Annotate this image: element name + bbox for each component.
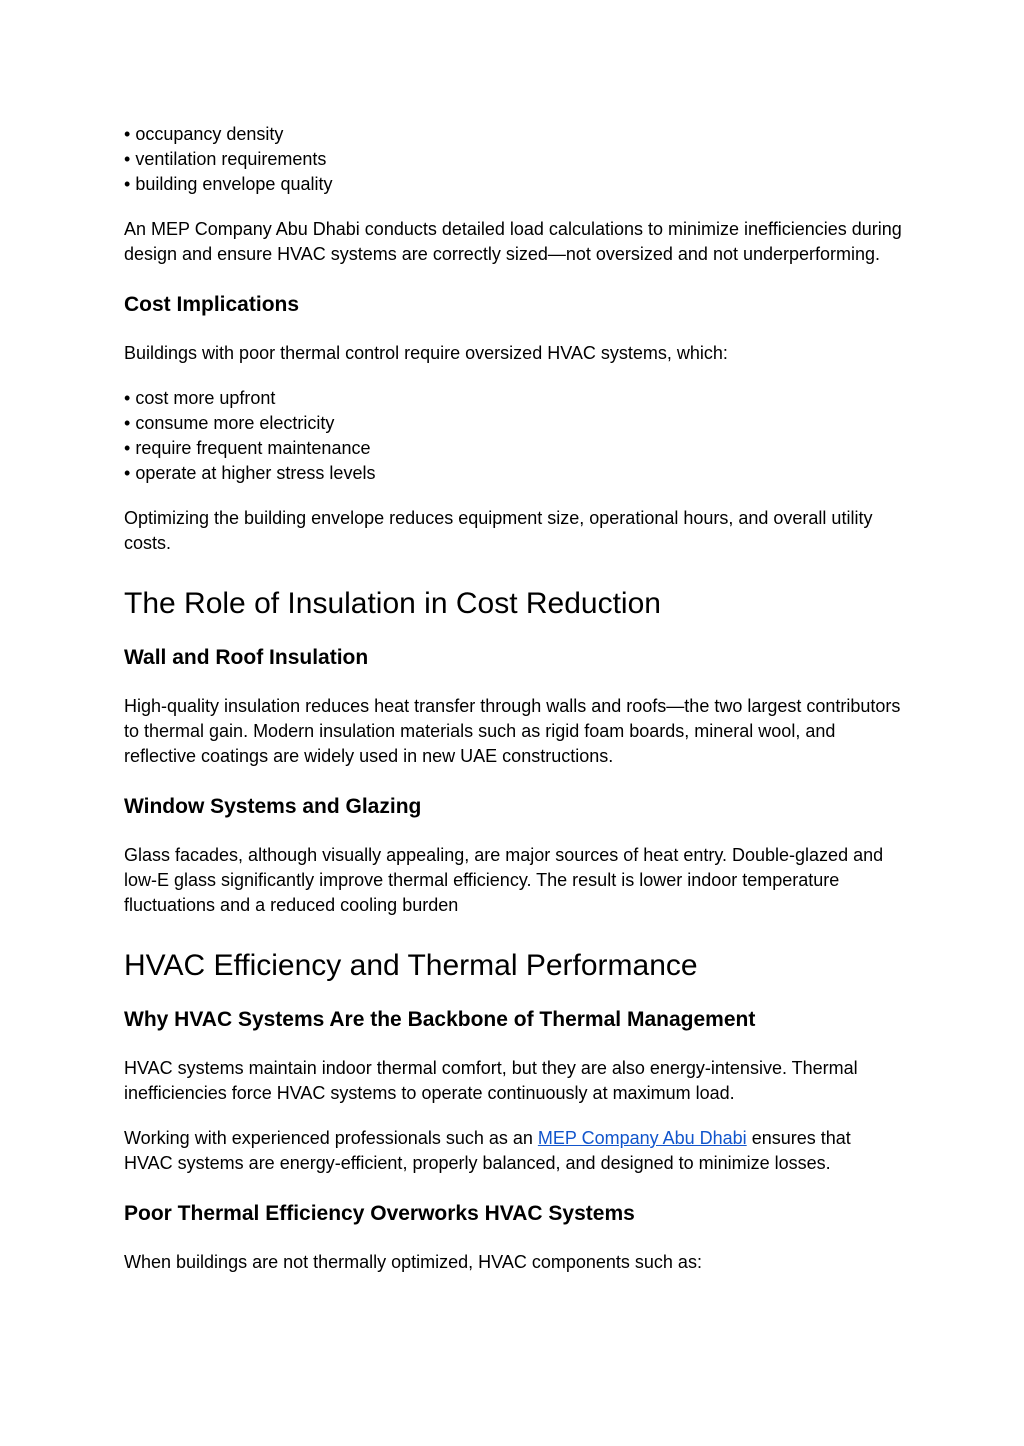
factors-list [124,122,904,197]
list-item: • consume more electricity [124,413,335,433]
paragraph-optimizing: Optimizing the building envelope reduces equipment size, operational hours, and overall utility costs. [124,508,873,553]
list-item: • building envelope quality [124,174,333,194]
heading-insulation: The Role of Insulation in Cost Reduction [124,587,661,620]
heading-wall-roof: Wall and Roof Insulation [124,646,369,669]
heading-overworks: Poor Thermal Efficiency Overworks HVAC Systems [124,1202,635,1225]
paragraph-when-buildings: When buildings are not thermally optimized, HVAC components such as: [124,1252,702,1272]
list-item: • operate at higher stress levels [124,463,376,483]
cost-list [124,386,904,486]
heading-hvac-efficiency: HVAC Efficiency and Thermal Performance [124,949,698,982]
list-item: • occupancy density [124,124,284,144]
paragraph-hvac-maintain: HVAC systems maintain indoor thermal comfort, but they are also energy-intensive. Thermal inefficiencies force HVAC systems to operate continuously at maximum load. [124,1058,858,1103]
paragraph-wall-roof: High-quality insulation reduces heat transfer through walls and roofs—the two largest contributors to thermal gain. Modern insulation materials such as rigid foam boards, mineral wool, and reflective coatings are widely used in new UAE constructions. [124,696,901,766]
list-item: • ventilation requirements [124,149,327,169]
heading-cost-implications: Cost Implications [124,293,300,316]
list-item: • cost more upfront [124,388,276,408]
document-content [124,122,904,1275]
heading-window-systems: Window Systems and Glazing [124,795,422,818]
list-item: • require frequent maintenance [124,438,371,458]
paragraph-poor-thermal: Buildings with poor thermal control require oversized HVAC systems, which: [124,343,728,363]
mep-company-link[interactable]: MEP Company Abu Dhabi [537,1128,747,1148]
paragraph-mep-load: An MEP Company Abu Dhabi conducts detailed load calculations to minimize inefficiencies during design and ensure HVAC systems are correctly sized—not oversized and not underperforming. [124,219,902,264]
heading-hvac-backbone: Why HVAC Systems Are the Backbone of Thermal Management [124,1008,756,1031]
paragraph-window: Glass facades, although visually appealing, are major sources of heat entry. Double-glazed and low-E glass significantly improve thermal efficiency. The result is lower indoor temperature fluctuations and a reduced cooling burden [124,845,884,915]
paragraph-working-with: Working with experienced professionals such as an MEP Company Abu Dhabi ensures that HVAC systems are energy-efficient, properly balanced, and designed to minimize losses. [124,1128,851,1173]
